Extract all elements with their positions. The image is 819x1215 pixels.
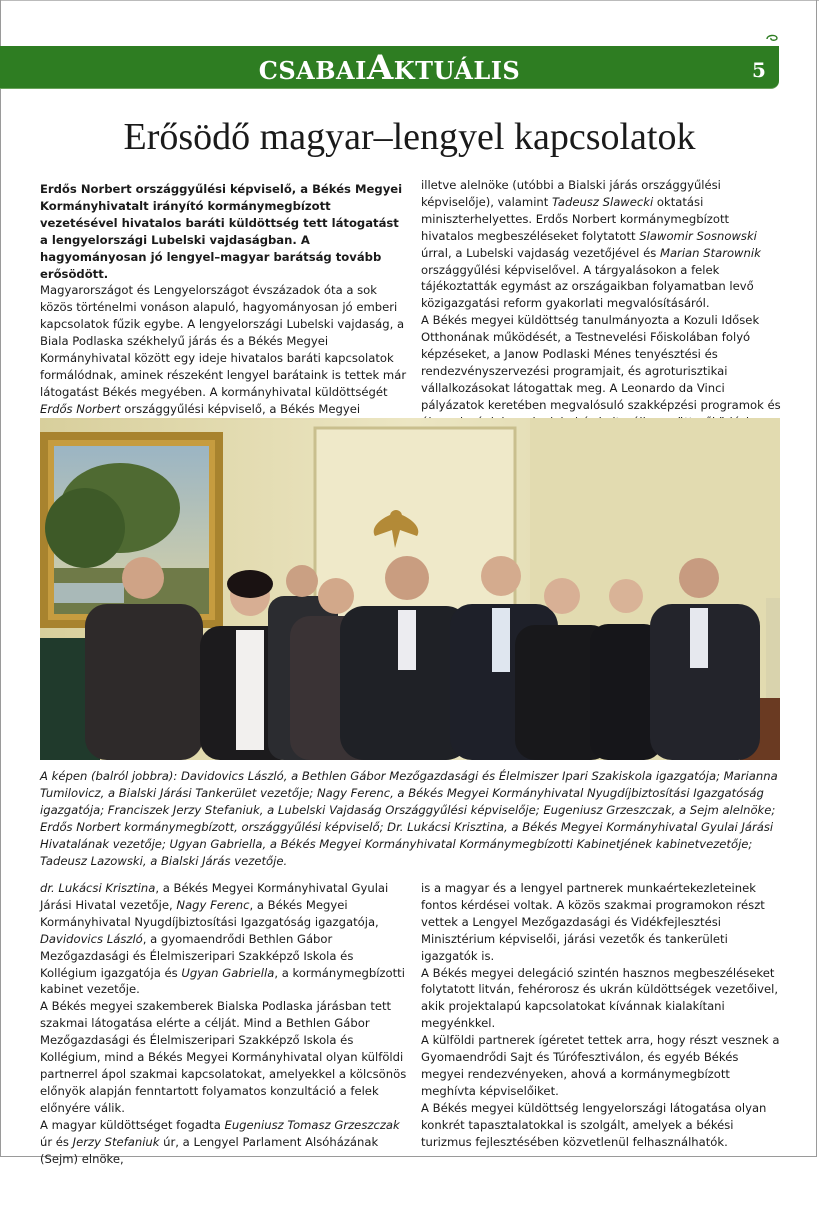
group-photo [40,418,780,760]
text: , a kormánymegbízotti kabinet vezetője. [40,965,405,997]
paragraph: is a magyar és a lengyel partnerek munkaértekezleteinek fontos kérdései voltak. A közös szakmai programokon részt vettek a Lengyel Mezőgazdasági és Vidékfejlesztési Minisztérium képviselői, járási vezetők és tankerületi igazgatók is. [421,881,765,963]
person-name: Ugyan Gabriella [181,965,275,980]
paragraph [421,177,783,312]
text: úr, a Lengyel Parlament Alsóházának (Sejm) elnöke, [40,1134,379,1166]
text-column-1 [40,181,410,452]
group-photo-illustration [40,418,780,760]
text: A magyar küldöttséget fogadta [40,1117,225,1132]
article-headline: Erősödő magyar–lengyel kapcsolatok [123,116,696,158]
title-part-1: CSABAI [258,56,367,85]
text-column-2 [421,177,783,448]
text-column-3 [40,880,410,1167]
text: illetve alelnöke (utóbbi a Bialski járás országgyűlési képviselője), valamint [421,178,721,209]
paragraph: A külföldi partnerek ígéretet tettek arra, hogy részt vesznek a Gyomaendrődi Sajt és Túrófesztiválon, és egyéb Békés megyei rendezvényeken, ahová a kormánymegbízott meghívta képviselőiket. [421,1033,780,1098]
person-name: Marian Starownik [659,245,761,260]
paragraph: A Békés megyei szakemberek Bialska Podlaska járásban tett szakmai látogatása elérte a célját. Mind a Bethlen Gábor Mezőgazdasági és Élelmiszeripari Szakképző Iskola és Kollégium, mind a Békés Megyei Kormányhivatal olyan külföldi partnerrel ápol szakmai kapcsolatokat, amelyekkel a kölcsönös előnyök alapján fenntartott folyamatos konzultáció a felek előnyére válik. [40,999,407,1115]
magazine-title [0,50,779,92]
person-name: Erdős Norbert [40,401,121,416]
title-part-3: KTUÁLIS [393,56,521,85]
text: , a Békés Megyei Kormányhivatal Gyulai Járási Hivatal vezetője, [40,881,389,912]
person-name: Jerzy Stefaniuk [72,1134,160,1149]
page-number: 5 [752,58,766,82]
text: , a Békés Megyei Kormányhivatal Nyugdíjbiztosítási Igazgatóság igazgatója, [40,897,379,929]
paragraph: A Békés megyei küldöttség tanulmányozta a Kozuli Idősek Otthonának működését, a Testnevelési Főiskolában folyó képzéseket, a Janow Podlaski Ménes tenyésztési és rendezvényszervezési programjait, és agroturisztikai vállalkozásokat látogattak meg. A Leonardo da Vinci pályázatok keretében megvalósuló szakképzési programok és [421,313,781,412]
text: országgyűlési képviselővel. A tárgyalásokon a felek tájékoztatták egymást az országaikban folyamatban levő közigazgatási reform gyakorlati megvalósításáról. [421,262,754,311]
paragraph [40,880,410,998]
person-name: dr. Lukácsi Krisztina [40,881,156,895]
text: úr és [40,1134,73,1149]
title-part-2: A [366,48,394,88]
text-column-4 [421,880,783,1151]
text: Magyarországot és Lengyelországot évszázadok óta a sok közös történelmi vonáson alapuló, hagyományosan jó emberi kapcsolatok fűzik egybe. A lengyelországi Lubelski vajdaság, a Biala Podlaska székhelyű járás és a Békés Megyei Kormányhivatal között egy ideje hivatalos baráti kapcsolatok formálódnak, aminek részeként lengyel barátaink is tettek már látogatást Békés megyében. A kormányhivatal küldöttségét [40,283,407,399]
photo-caption: A képen (balról jobbra): Davidovics László, a Bethlen Gábor Mezőgazdasági és Élelmiszer Ipari Szakiskola igazgatója; Marianna Tumilovicz, a Bialski Járási Tankerület vezetője; Nagy Ferenc, a Békés Megyei Kormányhivatal Nyugdíjbiztosítási Igazgatóság igazgatója; Franciszek Jerzy Stefaniuk, a Lubelski Vajdaság Országgyűlési képviselője; Eugeniusz Grzeszczak, a Sejm alelnöke; Erdős Norbert kormánymegbízott, országgyűlési képviselő; Dr. Lukácsi Krisztina, a Békés Megyei Kormányhivatal Gyulai Járási Hivatalának vezetője; Ugyan Gabriella, a Békés Megyei Kormányhivatal Kormánymegbízotti Kabinetjének kabinetvezetője; Tadeusz Lazowski, a Bialski Járás vezetője. [40,769,778,868]
text: úrral, a Lubelski vajdaság vezetőjével és [421,245,660,260]
text: oktatási miniszterhelyettes. Erdős Norbert kormánymegbízott hivatalos megbeszéléseket folytatott [421,194,730,243]
text: , a gyomaendrődi Bethlen Gábor Mezőgazdasági és Élelmiszeripari Szakképző Iskola és Kollégium igazgatója és [40,931,354,980]
person-name: Nagy Ferenc [176,897,250,912]
person-name: Slawomir Sosnowski [639,228,757,243]
swirl-icon [765,33,779,43]
person-name: Tadeusz Slawecki [552,194,654,209]
person-name: Davidovics László [40,931,143,946]
text: országgyűlési képviselő, a Békés Megyei [124,401,361,416]
paragraph: A Békés megyei küldöttség lengyelországi látogatása olyan konkrét tapasztalatokkal is szolgált, amelyek a békési turizmus fejlesztésében közvetlenül felhasználhatók. [421,1100,767,1149]
person-name: Eugeniusz Tomasz Grzeszczak [224,1117,400,1132]
paragraph: A Békés megyei delegáció szintén hasznos megbeszéléseket folytatott litván, fehérorosz és ukrán küldöttségek vezetőivel, akik projektalapú kapcsolatokat kívánnak kialakítani megyénkkel. [421,965,779,1031]
paragraph [40,1117,410,1168]
lead-paragraph: Erdős Norbert országgyűlési képviselő, a Békés Megyei Kormányhivatalt irányító kormánymegbízott vezetésével hivatalos baráti küldöttség tett látogatást a lengyelországi Lubelski vajdaságban. A hagyományosan jó lengyel–magyar barátság tovább erősödött. [40,182,403,281]
